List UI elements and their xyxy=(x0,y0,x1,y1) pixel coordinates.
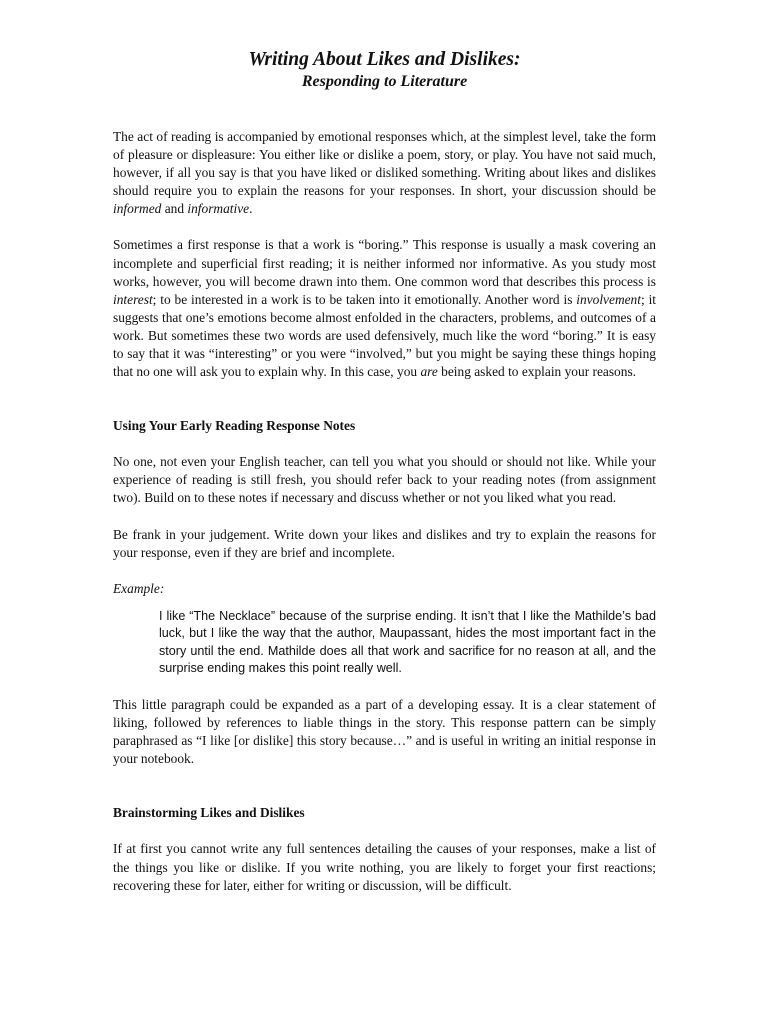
section1-paragraph-2: Be frank in your judgement. Write down your likes and dislikes and try to explain the reasons for your response, even if they are brief and incomplete. xyxy=(113,526,656,560)
text-run: . xyxy=(249,201,253,217)
emphasis-are: are xyxy=(420,364,438,380)
example-label: Example: xyxy=(113,580,165,596)
text-run: being asked to explain your reasons. xyxy=(437,364,637,380)
example-quote: I like “The Necklace” because of the surprise ending. It isn’t that I like the Mathilde’s bad luck, but I like the way that the author, Maupassant, hides the most important fact in the story until the end. Mathilde does all that work and sacrifice for no reason at all, and the surprise ending makes this point really well. xyxy=(159,608,656,676)
document-subtitle: Responding to Literature xyxy=(301,73,468,90)
section1-paragraph-1: No one, not even your English teacher, can tell you what you should or should not like. While your experience of reading is still fresh, you should refer back to your reading notes (from assignment two). Build on to these notes if necessary and discuss whether or not you liked what you read. xyxy=(113,454,656,506)
intro-paragraph-2 xyxy=(113,236,656,381)
section2-paragraph-1: If at first you cannot write any full sentences detailing the causes of your responses, make a list of the things you like or dislike. If you write nothing, you are likely to forget your first reactions; recovering these for later, either for writing or discussion, will be difficult. xyxy=(113,841,656,893)
text-run: ; to be interested in a work is to be taken into it emotionally. Another word is xyxy=(152,291,577,307)
emphasis-involvement: involvement xyxy=(576,291,641,307)
text-run: and xyxy=(161,201,188,217)
text-run: Sometimes a first response is that a work is “boring.” This response is usually a mask covering an incomplete and superficial first reading; it is neither informed nor informative. As you study most works, however, you will become drawn into them. One common word that describes this process is xyxy=(113,237,656,289)
document-title: Writing About Likes and Dislikes: xyxy=(248,49,521,70)
text-run: The act of reading is accompanied by emotional responses which, at the simplest level, take the form of pleasure or displeasure: You either like or dislike a poem, story, or play. You have not said much, however, if all you say is that you have liked or disliked something. Writing about likes and dislikes should require you to explain the reasons for your responses. In short, your discussion should be xyxy=(113,129,656,199)
text-run: ; it suggests that one’s emotions become almost enfolded in the characters, problems, and outcomes of a work. But sometimes these two words are used defensively, much like the word “boring.” It is easy to say that it was “interesting” or you were “involved,” but you might be saying these things hoping that no one will ask you to explain why. In this case, you xyxy=(113,291,657,380)
section-heading-reading-notes: Using Your Early Reading Response Notes xyxy=(113,418,356,434)
section1-paragraph-3: This little paragraph could be expanded as a part of a developing essay. It is a clear statement of liking, followed by references to liable things in the story. This response pattern can be simply paraphrased as “I like [or dislike] this story because…” and is useful in writing an initial response in your notebook. xyxy=(113,697,656,767)
emphasis-informative: informative xyxy=(187,201,250,217)
intro-paragraph-1 xyxy=(113,128,656,218)
section-heading-brainstorming: Brainstorming Likes and Dislikes xyxy=(113,805,305,821)
document-page xyxy=(113,48,656,895)
emphasis-informed: informed xyxy=(113,201,162,217)
emphasis-interest: interest xyxy=(113,291,153,307)
